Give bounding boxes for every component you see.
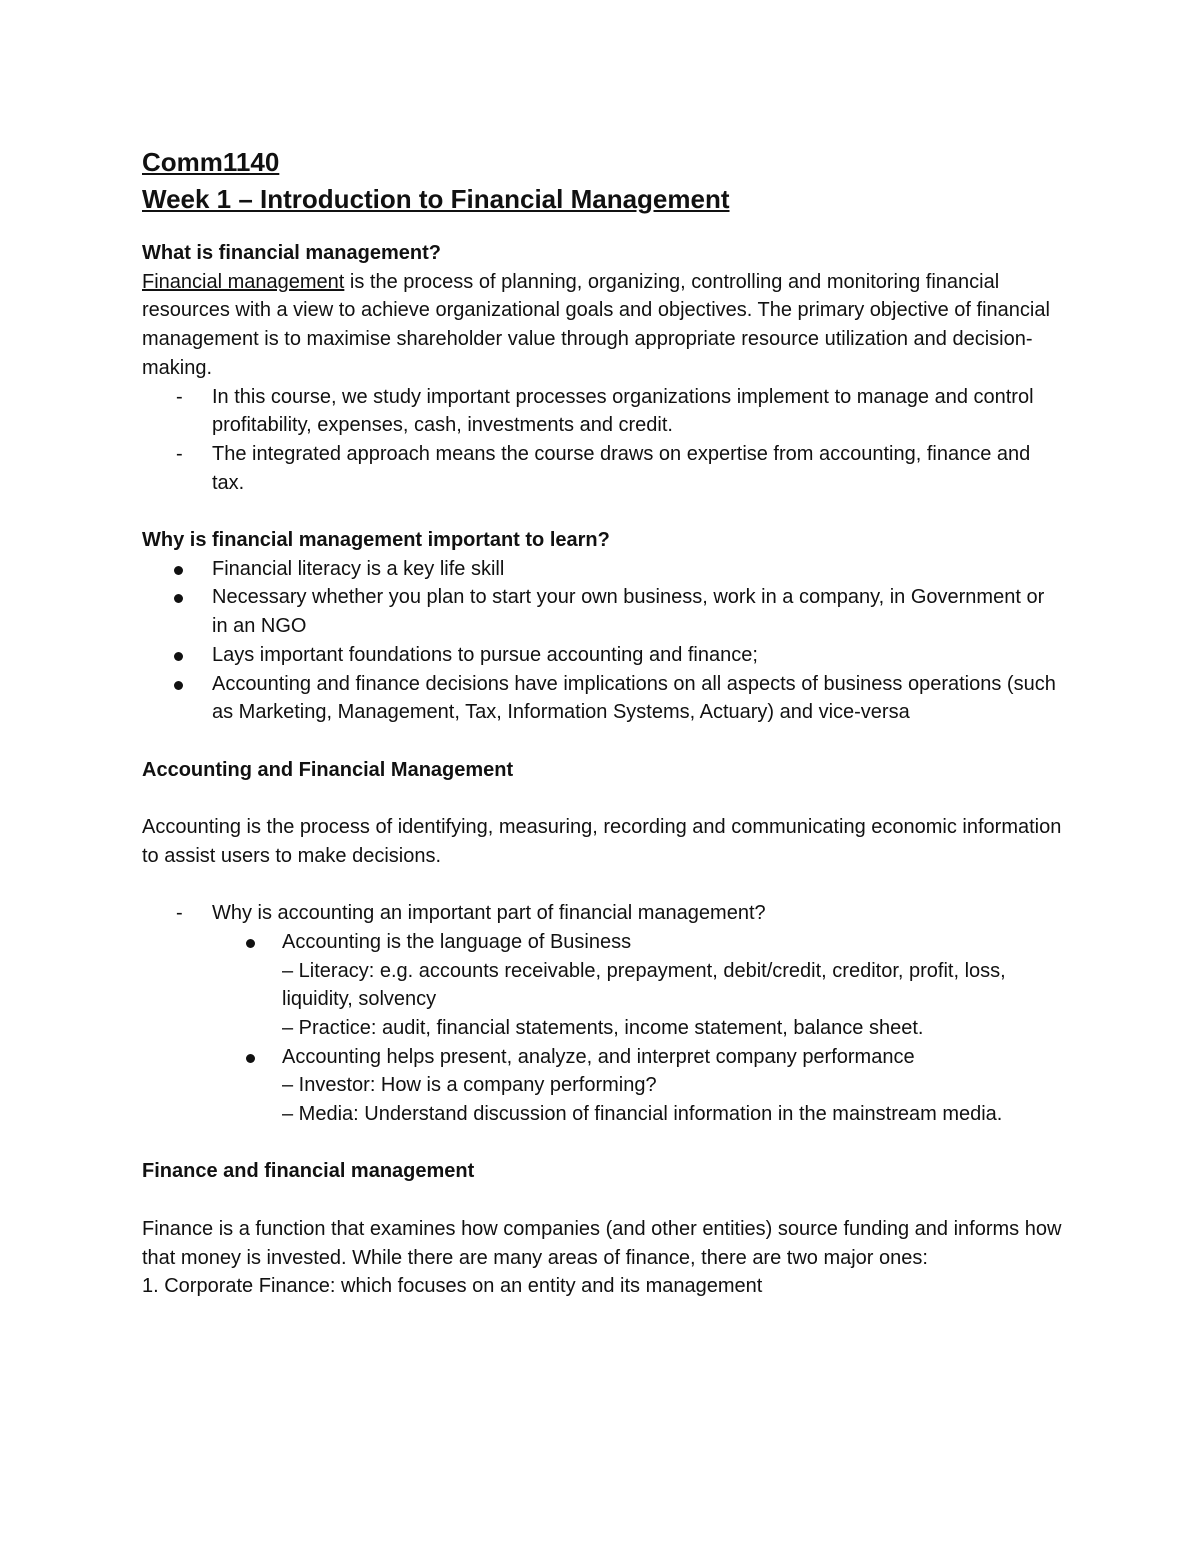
week-title: Week 1 – Introduction to Financial Management bbox=[142, 184, 730, 214]
list-item bbox=[142, 383, 1062, 440]
dash-marker: - bbox=[176, 385, 183, 408]
section-heading-accounting: Accounting and Financial Management bbox=[142, 758, 514, 781]
fm-definition-text: is the process of planning, organizing, controlling and monitoring financial resources with a view to achieve organizational goals and objectives. The primary objective of financial management is to maximise shareholder value through appropriate resource utilization and decision-making. bbox=[142, 270, 1050, 379]
section-heading-what-is-fm: What is financial management? bbox=[142, 242, 441, 264]
list-item-text: Financial literacy is a key life skill bbox=[212, 557, 505, 580]
list-item-text: Accounting helps present, analyze, and interpret company performance bbox=[282, 1045, 915, 1068]
list-item-text: Why is accounting an important part of financial management? bbox=[212, 902, 766, 925]
document-body bbox=[142, 144, 1062, 1301]
list-item bbox=[142, 583, 1062, 640]
bullet-dot-icon bbox=[246, 1054, 255, 1063]
section-heading-finance: Finance and financial management bbox=[142, 1160, 475, 1183]
spacer bbox=[142, 870, 1062, 899]
list-item bbox=[142, 555, 1062, 584]
list-item-text: In this course, we study important processes organizations implement to manage and control profitability, expenses, cash, investments and credit. bbox=[212, 385, 1034, 437]
list-item-text: Lays important foundations to pursue accounting and finance; bbox=[212, 643, 758, 666]
spacer bbox=[142, 1129, 1062, 1158]
list-item-text: The integrated approach means the course draws on expertise from accounting, finance and tax. bbox=[212, 442, 1031, 494]
list-item-text: Necessary whether you plan to start your own business, work in a company, in Government or in an NGO bbox=[212, 586, 1045, 638]
course-title: Comm1140 bbox=[142, 147, 280, 177]
finance-definition: Finance is a function that examines how companies (and other entities) source funding and informs how that money is invested. While there are many areas of finance, there are two major ones: bbox=[142, 1217, 1062, 1269]
list-item bbox=[142, 670, 1062, 727]
list-item bbox=[212, 928, 1062, 1043]
list-item bbox=[212, 1043, 1062, 1129]
list-item bbox=[142, 641, 1062, 670]
list-item-text: Accounting is the language of Business bbox=[282, 930, 632, 953]
bullet-dot-icon bbox=[174, 652, 183, 661]
list-item bbox=[142, 899, 1062, 928]
fm-term: Financial management bbox=[142, 270, 345, 293]
dash-marker: - bbox=[176, 442, 183, 465]
bullet-dot-icon bbox=[174, 681, 183, 690]
bullet-dot-icon bbox=[246, 939, 255, 948]
course-bullet-list bbox=[142, 383, 1062, 498]
list-item-detail: – Media: Understand discussion of financial information in the mainstream media. bbox=[282, 1103, 1003, 1126]
spacer bbox=[142, 1186, 1062, 1215]
finance-item-1: 1. Corporate Finance: which focuses on an entity and its management bbox=[142, 1275, 763, 1298]
list-item bbox=[142, 440, 1062, 497]
list-item-detail: – Literacy: e.g. accounts receivable, prepayment, debit/credit, creditor, profit, loss, liquidity, solvency bbox=[282, 959, 1006, 1011]
section-heading-why-important: Why is financial management important to learn? bbox=[142, 529, 610, 552]
accounting-definition: Accounting is the process of identifying, measuring, recording and communicating economic information to assist users to make decisions. bbox=[142, 816, 1062, 867]
spacer bbox=[142, 727, 1062, 756]
list-item-detail: – Investor: How is a company performing? bbox=[282, 1074, 657, 1097]
spacer bbox=[142, 784, 1062, 813]
importance-bullet-list bbox=[142, 555, 1062, 727]
fm-definition bbox=[142, 268, 1062, 383]
accounting-question-list bbox=[142, 899, 1062, 928]
bullet-dot-icon bbox=[174, 566, 183, 575]
bullet-dot-icon bbox=[174, 594, 183, 603]
list-item-text: Accounting and finance decisions have implications on all aspects of business operations (such as Marketing, Management, Tax, Information Systems, Actuary) and vice-versa bbox=[212, 672, 1056, 724]
list-item-detail: – Practice: audit, financial statements, income statement, balance sheet. bbox=[282, 1016, 924, 1039]
dash-marker: - bbox=[176, 902, 183, 925]
accounting-points-list bbox=[142, 928, 1062, 1129]
spacer bbox=[142, 497, 1062, 526]
